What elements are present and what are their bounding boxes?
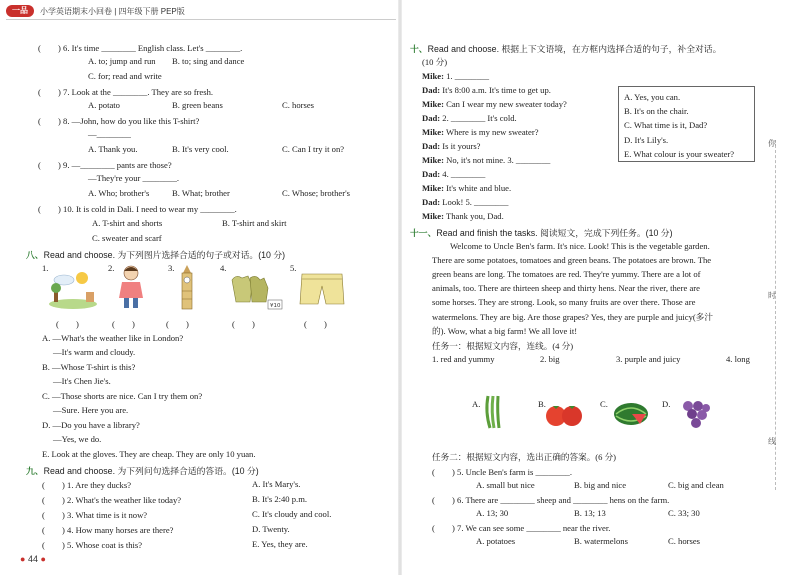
dialog-line-11: [422, 211, 504, 221]
dialog-line-2: [422, 85, 551, 95]
section-10-score: (10 分): [422, 57, 448, 67]
passage-line-7: 的). Wow, what a big farm! We all love it!: [432, 326, 578, 336]
dialog-line-3: [422, 99, 567, 109]
section-11-number: 十一、: [410, 228, 437, 238]
q7-option-b: B. green beans: [172, 100, 223, 110]
box-option-a: A. Yes, you can.: [624, 92, 681, 102]
dialog-text: 4. ________: [440, 169, 486, 179]
box-option-d: D. It's Lily's.: [624, 134, 669, 145]
pic-letter-a: A.: [472, 399, 481, 409]
big-ben-picture: [176, 265, 198, 311]
question-6-stem: ( ) 6. It's time ________ English class. Let's ________.: [38, 43, 243, 53]
match-item-3: 3. purple and juicy: [616, 354, 681, 364]
sec8-option-d-line1: D. —Do you have a library?: [42, 420, 140, 430]
q8-option-c: C. Can I try it on?: [282, 144, 345, 154]
shorts-picture: [298, 272, 346, 308]
task2-q7-option-b: B. watermelons: [574, 536, 628, 546]
dialog-speaker: Dad:: [422, 197, 441, 207]
dialog-text: Look! 5. ________: [440, 197, 509, 207]
tomatoes-picture: [544, 400, 584, 428]
section-10-heading: [410, 42, 721, 55]
dialog-speaker: Mike:: [422, 71, 444, 81]
match-item-1: 1. red and yummy: [432, 354, 495, 364]
answer-bracket-4[interactable]: ( ): [232, 319, 255, 329]
q10-option-a: A. T-shirt and shorts: [92, 218, 163, 228]
dialog-speaker: Mike:: [422, 211, 444, 221]
dialog-text: Can I wear my new sweater today?: [443, 99, 567, 109]
pic-letter-c: C.: [600, 399, 608, 409]
page-number-dot-left: ●: [20, 554, 26, 564]
sec8-option-b-line2: —It's Chen Jie's.: [53, 376, 111, 386]
sec8-option-b-line1: B. —Whose T-shirt is this?: [42, 362, 136, 372]
section-9-number: 九、: [26, 466, 44, 476]
box-option-b: B. It's on the chair.: [624, 106, 689, 117]
brand-badge: 一品: [6, 5, 34, 17]
weather-scene-picture: [48, 268, 98, 310]
dialog-line-10: [422, 197, 508, 207]
task2-q7-option-c: C. horses: [668, 536, 700, 546]
sec9-question-1: ( ) 1. Are they ducks?: [42, 480, 132, 490]
pic-number-1: 1.: [42, 263, 49, 273]
gloves-picture: [228, 272, 284, 312]
sec9-question-2: ( ) 2. What's the weather like today?: [42, 495, 182, 505]
box-option-e: E. What colour is your sweater?: [624, 148, 735, 159]
binding-char-2: 时: [768, 291, 776, 300]
match-item-4: 4. long: [726, 354, 750, 364]
dialog-text: It's white and blue.: [443, 183, 512, 193]
dialog-speaker: Dad:: [422, 141, 441, 151]
sec8-option-c-line1: C. —Those shorts are nice. Can I try them on?: [42, 391, 203, 401]
dialog-line-5: [422, 127, 539, 137]
task-1-heading: 任务一：根据短文内容，连线。(4 分): [432, 341, 574, 351]
q9-option-b: B. What; brother: [172, 188, 230, 198]
header-divider: [6, 19, 396, 20]
task2-question-7-stem: ( ) 7. We can see some ________ near the river.: [432, 523, 611, 533]
price-tag-text: ¥10: [270, 303, 281, 309]
answer-bracket-3[interactable]: ( ): [166, 319, 189, 329]
q6-option-c: C. for; read and write: [88, 71, 162, 81]
watermelon-picture: [612, 402, 650, 426]
section-8-title: Read and choose. 为下列图片选择合适的句子或对话。(10 分): [43, 250, 286, 260]
task2-q5-option-c: C. big and clean: [668, 480, 724, 490]
passage-line-4: animals, too. There are thirteen sheep and thirty hens. Near the river, there are: [432, 283, 700, 293]
dialog-speaker: Dad:: [422, 169, 441, 179]
sec9-question-5: ( ) 5. Whose coat is this?: [42, 540, 143, 550]
question-9-stem2: —They're your ________.: [88, 173, 180, 183]
q9-option-c: C. Whose; brother's: [282, 188, 350, 198]
answer-bracket-1[interactable]: ( ): [56, 319, 79, 329]
sec9-answer-c: C. It's cloudy and cool.: [252, 509, 332, 519]
section-11-title: Read and finish the tasks. 阅读短文，完成下列任务。(10 分): [436, 228, 673, 238]
dialog-text: 1. ________: [443, 71, 490, 81]
section-11-heading: [410, 226, 673, 239]
dialog-speaker: Dad:: [422, 85, 441, 95]
q6-option-a: A. to; jump and run: [88, 56, 156, 66]
page-header: [6, 4, 185, 18]
grapes-picture: [678, 396, 712, 430]
binding-char-1: 你: [768, 139, 776, 148]
dialog-speaker: Dad:: [422, 113, 441, 123]
answer-bracket-2[interactable]: ( ): [112, 319, 135, 329]
sec8-option-c-line2: —Sure. Here you are.: [53, 405, 129, 415]
sec8-option-a-line2: —It's warm and cloudy.: [53, 347, 136, 357]
dialog-text: 2. ________ It's cold.: [440, 113, 517, 123]
page-gutter: [398, 0, 402, 575]
dialog-speaker: Mike:: [422, 183, 444, 193]
task2-question-5-stem: ( ) 5. Uncle Ben's farm is ________.: [432, 467, 572, 477]
section-9-title: Read and choose. 为下列问句选择合适的答语。(10 分): [43, 466, 259, 476]
task-2-heading: 任务二：根据短文内容，选出正确的答案。(6 分): [432, 452, 617, 462]
question-8-stem: ( ) 8. —John, how do you like this T-shirt?: [38, 116, 200, 126]
question-10-stem: ( ) 10. It is cold in Dali. I need to wear my ________.: [38, 204, 237, 214]
pic-letter-d: D.: [662, 399, 671, 409]
sec9-answer-a: A. It's Mary's.: [252, 479, 301, 489]
q10-option-c: C. sweater and scarf: [92, 233, 162, 243]
sec9-question-3: ( ) 3. What time is it now?: [42, 510, 148, 520]
passage-line-1: Welcome to Uncle Ben's farm. It's nice. Look! This is the vegetable garden.: [450, 241, 710, 251]
task2-q5-option-a: A. small but nice: [476, 480, 535, 490]
book-title: 小学英语期末小回卷 | 四年级下册 PEP版: [40, 6, 185, 16]
pic-letter-b: B.: [538, 399, 546, 409]
pic-number-3: 3.: [168, 263, 175, 273]
dialog-line-7: [422, 155, 550, 165]
section-10-number: 十、: [410, 44, 428, 54]
sec9-answer-d: D. Twenty.: [252, 524, 290, 534]
task2-q6-option-b: B. 13; 13: [574, 508, 606, 518]
dialog-speaker: Mike:: [422, 155, 444, 165]
sec8-option-a-line1: A. —What's the weather like in London?: [42, 333, 184, 343]
pic-number-2: 2.: [108, 263, 115, 273]
dialog-speaker: Mike:: [422, 99, 444, 109]
q6-option-b: B. to; sing and dance: [172, 56, 245, 66]
dialog-line-6: [422, 141, 481, 151]
dialog-line-1: [422, 71, 489, 81]
page-number: [20, 554, 46, 564]
options-box: [618, 86, 755, 162]
box-option-c: C. What time is it, Dad?: [624, 120, 708, 131]
sec8-option-d-line2: —Yes, we do.: [53, 434, 102, 444]
q7-option-c: C. horses: [282, 100, 314, 110]
answer-bracket-5[interactable]: ( ): [304, 319, 327, 329]
section-9-heading: [26, 464, 259, 477]
passage-line-3: green beans are long. The tomatoes are red. They're yummy. There are a lot of: [432, 269, 701, 279]
task2-q6-option-c: C. 33; 30: [668, 508, 700, 518]
q9-option-a: A. Who; brother's: [88, 188, 150, 198]
dialog-line-8: [422, 169, 485, 179]
dialog-text: It's 8:00 a.m. It's time to get up.: [440, 85, 551, 95]
section-10-title: Read and choose. 根据上下文语境，在方框内选择合适的句子，补全对话。: [427, 44, 722, 54]
section-8-heading: [26, 248, 285, 261]
passage-line-5: some horses. They are strong. Look, so many fruits are over there. Those are: [432, 297, 696, 307]
dialog-text: Thank you, Dad.: [443, 211, 504, 221]
page-number-dot-right: ●: [40, 554, 46, 564]
dialog-text: Where is my new sweater?: [443, 127, 539, 137]
section-8-number: 八、: [26, 250, 44, 260]
task2-question-6-stem: ( ) 6. There are ________ sheep and ________ hens on the farm.: [432, 495, 670, 505]
sec9-answer-b: B. It's 2:40 p.m.: [252, 494, 308, 504]
dialog-speaker: Mike:: [422, 127, 444, 137]
dialog-text: Is it yours?: [440, 141, 481, 151]
task2-q7-option-a: A. potatoes: [476, 536, 516, 546]
q10-option-b: B. T-shirt and skirt: [222, 218, 287, 228]
question-9-stem: ( ) 9. —________ pants are those?: [38, 160, 172, 170]
dialog-text: No, it's not mine. 3. ________: [443, 155, 551, 165]
binding-char-3: 线: [768, 437, 776, 446]
sec8-option-e: E. Look at the gloves. They are cheap. They are only 10 yuan.: [42, 449, 256, 459]
question-8-stem2: —________: [88, 129, 131, 139]
q8-option-b: B. It's very cool.: [172, 144, 229, 154]
sec9-answer-e: E. Yes, they are.: [252, 539, 308, 549]
pic-number-5: 5.: [290, 263, 297, 273]
q8-option-a: A. Thank you.: [88, 144, 138, 154]
task2-q5-option-b: B. big and nice: [574, 480, 627, 490]
dialog-line-4: [422, 113, 517, 123]
sec9-question-4: ( ) 4. How many horses are there?: [42, 525, 174, 535]
dialog-line-9: [422, 183, 511, 193]
passage-line-6: watermelons. They are big. Are those grapes? Yes, they are purple and juicy(多汁: [432, 312, 713, 322]
q7-option-a: A. potato: [88, 100, 120, 110]
pic-number-4: 4.: [220, 263, 227, 273]
question-7-stem: ( ) 7. Look at the ________. They are so fresh.: [38, 87, 214, 97]
task2-q6-option-a: A. 13; 30: [476, 508, 509, 518]
green-beans-picture: [482, 394, 504, 430]
girl-picture: [114, 264, 148, 310]
match-item-2: 2. big: [540, 354, 560, 364]
passage-line-2: There are some potatoes, tomatoes and green beans. The potatoes are brown. The: [432, 255, 712, 265]
page-number-value: 44: [27, 554, 38, 564]
